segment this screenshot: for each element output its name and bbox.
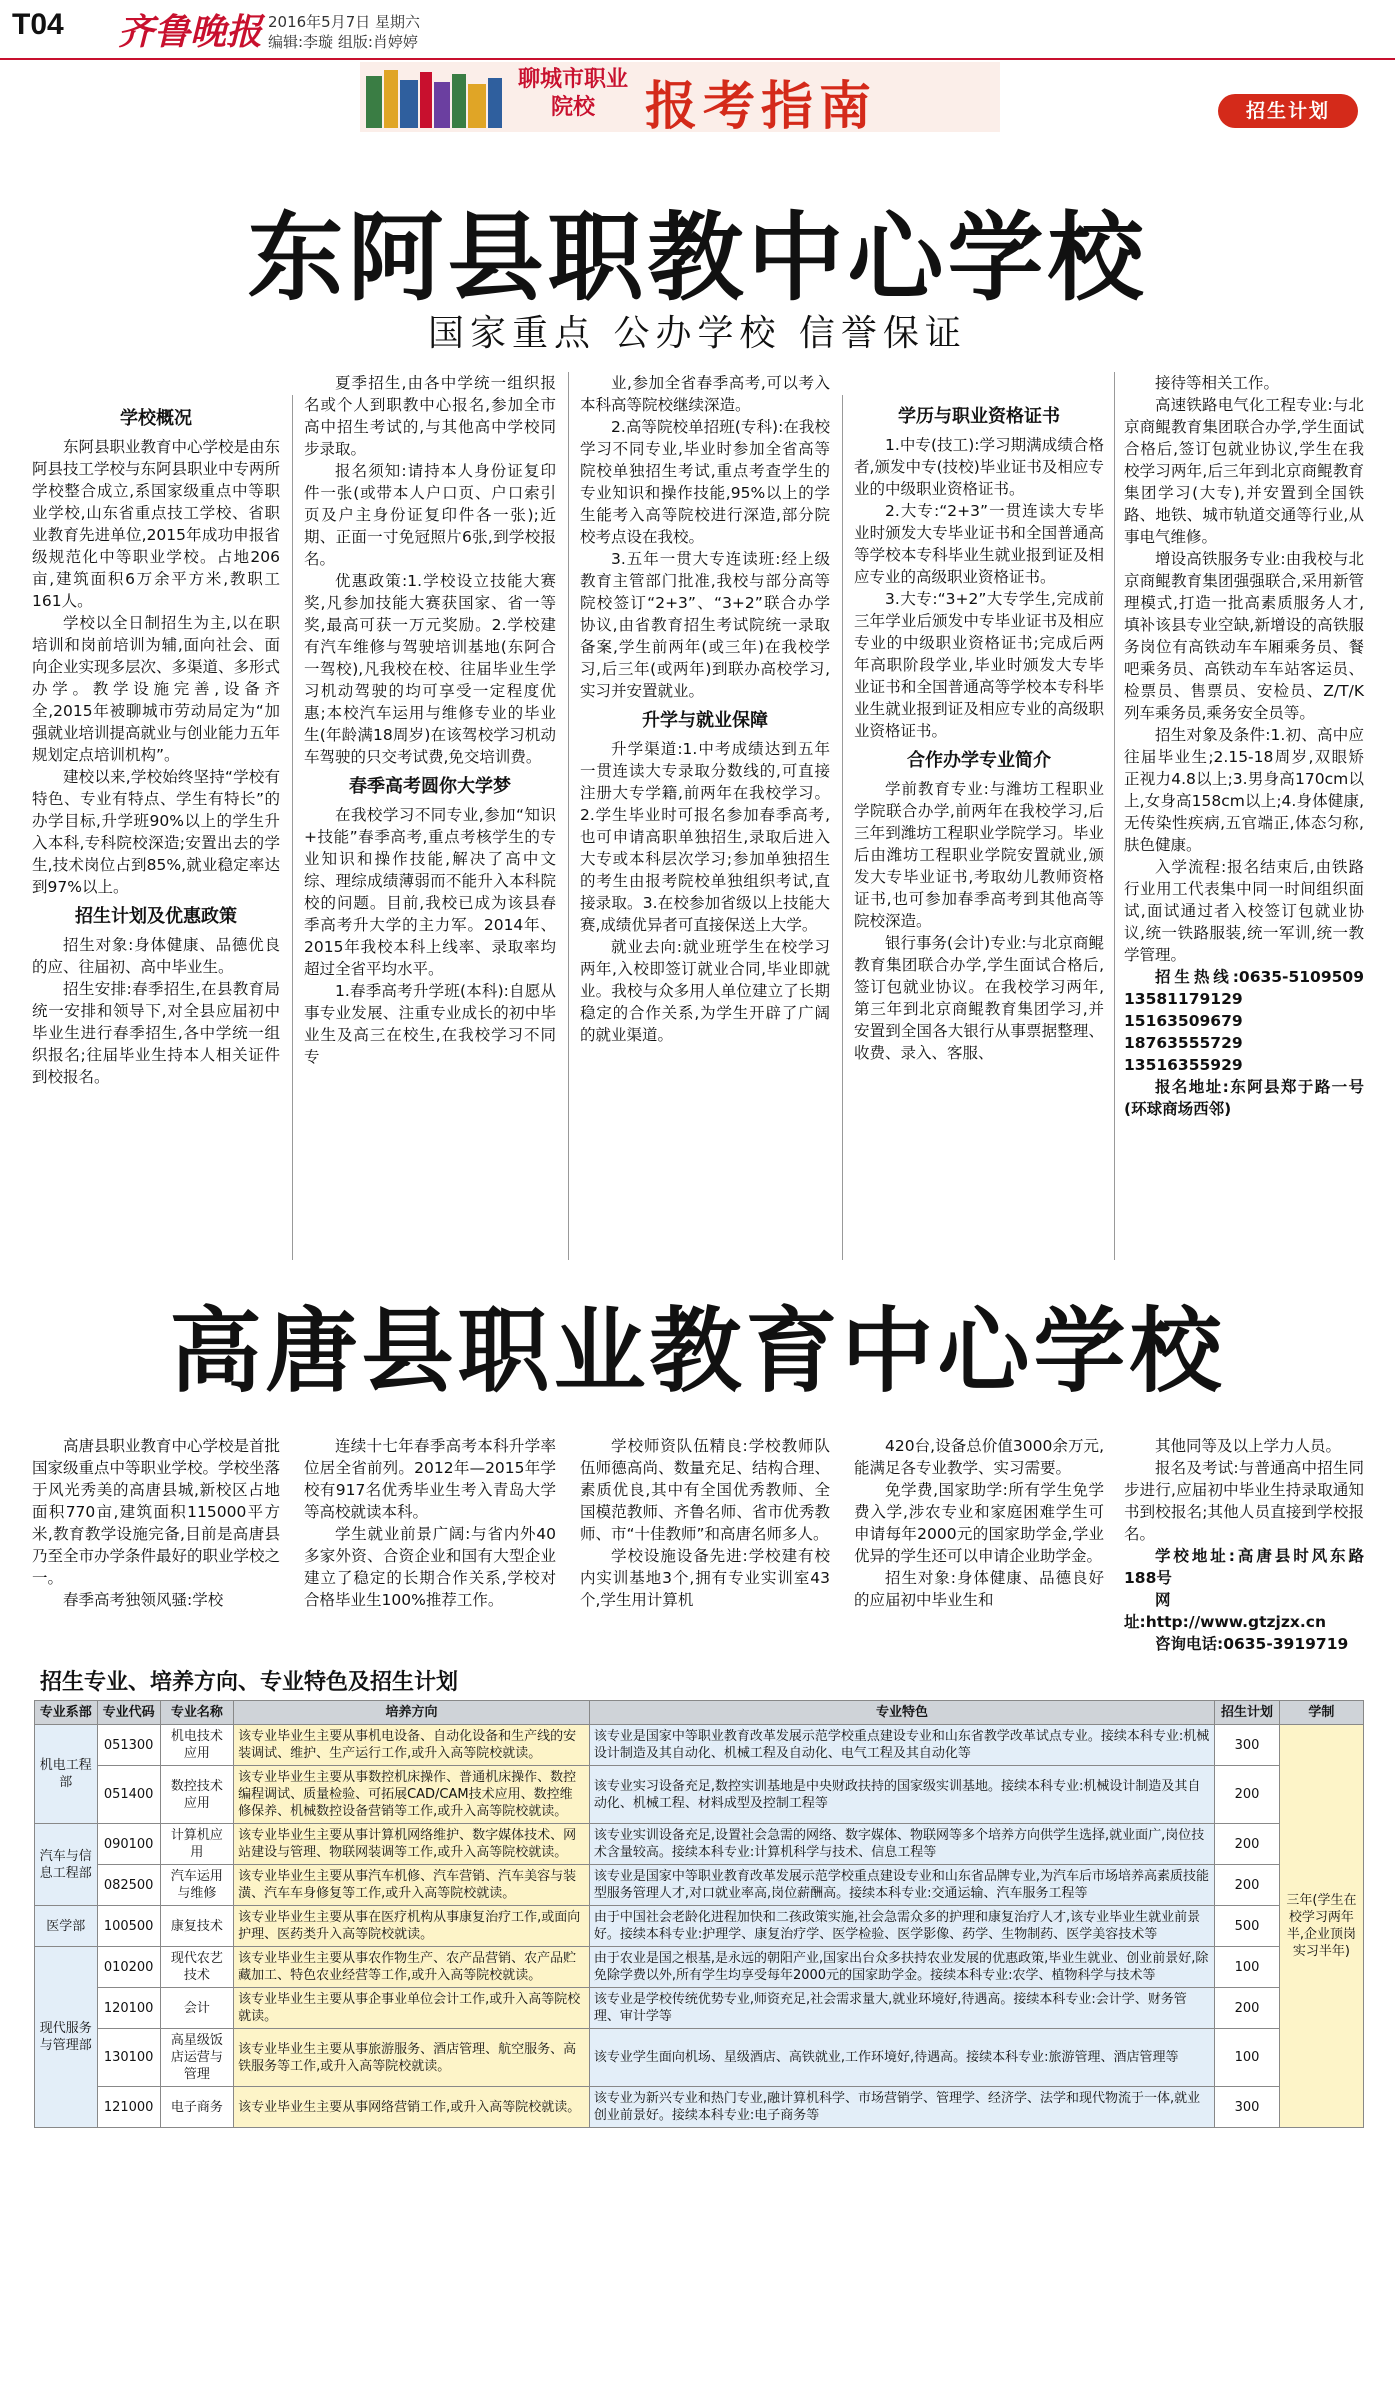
paragraph: 升学渠道:1.中考成绩达到五年一贯连读大专录取分数线的,可直接注册大专学籍,前两年在我校学习。2.学生毕业时可报名参加春季高考,也可申请高职单独招生,录取后进入大专或本科层次学习;参加单独招生的考生由报考院校单独组织考试,直接录取。3.在校参加省级以上技能大赛,成绩优异者可直接保送上大学。 — [580, 740, 830, 934]
feature-cell: 该专业是学校传统优势专业,师资充足,社会需求量大,就业环境好,待遇高。接续本科专业:会计学、财务管理、审计学等 — [589, 1988, 1214, 2029]
name-cell: 数控技术应用 — [160, 1766, 233, 1824]
plan-cell: 200 — [1215, 1824, 1280, 1865]
column-header: 学制 — [1279, 1701, 1363, 1725]
column-divider — [292, 395, 293, 1260]
column-divider — [568, 372, 569, 1260]
plan-cell: 100 — [1215, 1947, 1280, 1988]
column-divider — [1114, 372, 1115, 1260]
direction-cell: 该专业毕业生主要从事旅游服务、酒店管理、航空服务、高铁服务等工作,或升入高等院校就读。 — [234, 2029, 590, 2087]
paragraph: 3.大专:“3+2”大专学生,完成前三年学业后颁发中专毕业证书及相应专业的中级职业资格证书;完成后两年高职阶段学业,毕业时颁发大专毕业证书和全国普通高等学校本专科毕业生就业报到证及相应专业的高级职业资格证书。 — [854, 590, 1104, 740]
paragraph: 接待等相关工作。 — [1155, 374, 1280, 392]
name-cell: 会计 — [160, 1988, 233, 2029]
paragraph: 东阿县职业教育中心学校是由东阿县技工学校与东阿县职业中专两所学校整合成立,系国家级重点中等职业学校,山东省重点技工学校、省职业教育先进单位,2015年成功申报省级规范化中等职业学校。占地206亩,建筑面积6万余平方米,教职工161人。 — [32, 438, 281, 610]
plan-cell: 200 — [1215, 1865, 1280, 1906]
table-row — [35, 1947, 1364, 1988]
paragraph: 学前教育专业:与潍坊工程职业学院联合办学,前两年在我校学习,后三年到潍坊工程职业学院学习。毕业后由潍坊工程职业学院安置就业,颁发大专毕业证书,考取幼儿教师资格证书,也可参加春季高考到其他高等院校深造。 — [854, 780, 1104, 930]
school2-column-1 — [32, 1435, 280, 1611]
name-cell: 高星级饭店运营与管理 — [160, 2029, 233, 2087]
paragraph: 春季高考独领风骚:学校 — [63, 1591, 224, 1609]
feature-cell: 该专业是国家中等职业教育改革发展示范学校重点建设专业和山东省品牌专业,为汽车后市场培养高素质技能型服务管理人才,对口就业率高,岗位薪酬高。接续本科专业:交通运输、汽车服务工程等 — [589, 1865, 1214, 1906]
paragraph: 2.高等院校单招班(专科):在我校学习不同专业,毕业时参加全省高等院校单独招生考试,重点考查学生的专业知识和操作技能,95%以上的学生能考入高等院校进行深造,部分院校考点设在我校。 — [580, 418, 830, 546]
paragraph: 招生对象:身体健康、品德优良的应、往届初、高中毕业生。 — [32, 936, 280, 976]
paragraph: 1.中专(技工):学习期满成绩合格者,颁发中专(技校)毕业证书及相应专业的中级职业资格证书。 — [854, 436, 1104, 498]
column-header: 招生计划 — [1215, 1701, 1280, 1725]
section-tag: 招生计划 — [1218, 94, 1358, 128]
direction-cell: 该专业毕业生主要从事计算机网络维护、数字媒体技术、网站建设与管理、物联网装调等工作,或升入高等院校就读。 — [234, 1824, 590, 1865]
paragraph: 2.大专:“2+3”一贯连读大专毕业时颁发大专毕业证书和全国普通高等学校本专科毕业生就业报到证及相应专业的高级职业资格证书。 — [854, 502, 1104, 586]
dept-cell: 汽车与信息工程部 — [35, 1824, 98, 1906]
school2-column-2 — [304, 1435, 556, 1611]
feature-cell: 由于中国社会老龄化进程加快和二孩政策实施,社会急需众多的护理和康复治疗人才,该专业毕业生就业前景好。接续本科专业:护理学、康复治疗学、医学检验、医学影像、药学、生物制药、医学美容技术等 — [589, 1906, 1214, 1947]
newspaper-logo: 齐鲁晚报 — [118, 11, 263, 53]
paragraph: 学校师资队伍精良:学校教师队伍师德高尚、数量充足、结构合理、素质优良,其中有全国优秀教师、全国模范教师、齐鲁名师、省市优秀教师、市“十佳教师”和高唐名师多人。 — [580, 1437, 830, 1543]
plan-cell: 500 — [1215, 1906, 1280, 1947]
direction-cell: 该专业毕业生主要从事汽车机修、汽车营销、汽车美容与装潢、汽车车身修复等工作,或升入高等院校就读。 — [234, 1865, 590, 1906]
column-header: 专业系部 — [35, 1701, 98, 1725]
code-cell: 090100 — [97, 1824, 160, 1865]
school1-column-3 — [580, 372, 830, 1046]
column-header: 专业特色 — [589, 1701, 1214, 1725]
dept-cell: 医学部 — [35, 1906, 98, 1947]
paragraph: 学校以全日制招生为主,以在职培训和岗前培训为辅,面向社会、面向企业实现多层次、多渠道、多形式办学。教学设施完善,设备齐全,2015年被聊城市劳动局定为“加强就业培训提高就业与创业能力五年规划定点培训机构”。 — [32, 614, 281, 764]
plan-cell: 300 — [1215, 2087, 1280, 2128]
plan-cell: 300 — [1215, 1725, 1280, 1766]
feature-cell: 该专业是国家中等职业教育改革发展示范学校重点建设专业和山东省教学改革试点专业。接续本科专业:机械设计制造及其自动化、机械工程及自动化、电气工程及其自动化等 — [589, 1725, 1214, 1766]
school2-column-4 — [854, 1435, 1104, 1611]
school2-column-3 — [580, 1435, 830, 1611]
paragraph: 高唐县职业教育中心学校是首批国家级重点中等职业学校。学校坐落于风光秀美的高唐县城,新校区占地面积770亩,建筑面积115000平方米,教育教学设施完备,目前是高唐县乃至全市办学条件最好的职业学校之一。 — [32, 1437, 281, 1587]
table-row — [35, 1824, 1364, 1865]
direction-cell: 该专业毕业生主要从事机电设备、自动化设备和生产线的安装调试、维护、生产运行工作,或升入高等院校就读。 — [234, 1725, 590, 1766]
paragraph: 1.春季高考升学班(本科):自愿从事专业发展、注重专业成长的初中毕业生及高三在校生,在我校学习不同专 — [304, 982, 556, 1066]
plan-cell: 200 — [1215, 1766, 1280, 1824]
table-row — [35, 1865, 1364, 1906]
paragraph: 3.五年一贯大专连读班:经上级教育主管部门批准,我校与部分高等院校签订“2+3”、“3+2”联合办学协议,由省教育招生考试院统一录取备案,学生前两年(或三年)在我校学习,后三年(或两年)到联办高校学习,实习并安置就业。 — [580, 550, 830, 700]
page-number: T04 — [12, 8, 64, 41]
school1-slogan: 国家重点 公办学校 信誉保证 — [428, 313, 967, 354]
paragraph: 夏季招生,由各中学统一组织报名或个人到职教中心报名,参加全市高中招生考试的,与其他高中学校同步录取。 — [304, 374, 556, 458]
header-rule — [0, 58, 1395, 60]
address: 学校地址:高唐县时风东路188号 — [1124, 1547, 1364, 1587]
school1-title: 东阿县职教中心学校 — [247, 201, 1148, 314]
phone: 咨询电话:0635-3919719 — [1155, 1635, 1349, 1653]
column-header: 专业名称 — [160, 1701, 233, 1725]
paragraph: 增设高铁服务专业:由我校与北京商鲲教育集团强强联合,采用新管理模式,打造一批高素质服务人才,填补该县专业空缺,新增设的高铁服务岗位有高铁动车车厢乘务员、餐吧乘务员、高铁动车车站客运员、检票员、售票员、安检员、Z/T/K列车乘务员,乘务安全员等。 — [1124, 550, 1364, 722]
code-cell: 051300 — [97, 1725, 160, 1766]
paragraph: 报名须知:请持本人身份证复印件一张(或带本人户口页、户口索引页及户主身份证复印件各一张);近期、正面一寸免冠照片6张,到学校报名。 — [304, 462, 556, 568]
banner-subtitle: 聊城市职业院校 — [517, 67, 628, 120]
column-header: 专业代码 — [97, 1701, 160, 1725]
code-cell: 130100 — [97, 2029, 160, 2087]
table-heading: 招生专业、培养方向、专业特色及招生计划 — [40, 1670, 459, 1695]
feature-cell: 由于农业是国之根基,是永远的朝阳产业,国家出台众多扶持农业发展的优惠政策,毕业生就业、创业前景好,除免除学费以外,所有学生均享受每年2000元的国家助学金。接续本科专业:农学、植物科学与技术等 — [589, 1947, 1214, 1988]
paragraph: 连续十七年春季高考本科升学率位居全省前列。2012年—2015年学校有917名优秀毕业生考入青岛大学等高校就读本科。 — [304, 1437, 556, 1521]
paragraph: 学校设施设备先进:学校建有校内实训基地3个,拥有专业实训室43个,学生用计算机 — [580, 1547, 830, 1609]
banner-title: 报考指南 — [645, 76, 878, 137]
code-cell: 082500 — [97, 1865, 160, 1906]
name-cell: 计算机应用 — [160, 1824, 233, 1865]
subheading: 合作办学专业简介 — [907, 750, 1051, 771]
feature-cell: 该专业实习设备充足,数控实训基地是中央财政扶持的国家级实训基地。接续本科专业:机械设计制造及其自动化、机械工程、材料成型及控制工程等 — [589, 1766, 1214, 1824]
name-cell: 现代农艺技术 — [160, 1947, 233, 1988]
name-cell: 汽车运用与维修 — [160, 1865, 233, 1906]
paragraph: 免学费,国家助学:所有学生免学费入学,涉农专业和家庭困难学生可申请每年2000元的国家助学金,学业优异的学生还可以申请企业助学金。 — [854, 1481, 1104, 1565]
paragraph: 报名及考试:与普通高中招生同步进行,应届初中毕业生持录取通知书到校报名;其他人员直接到学校报名。 — [1124, 1459, 1364, 1543]
school1-column-1 — [32, 400, 280, 1088]
direction-cell: 该专业毕业生主要从事农作物生产、农产品营销、农产品贮藏加工、特色农业经营等工作,或升入高等院校就读。 — [234, 1947, 590, 1988]
paragraph: 学生就业前景广阔:与省内外40多家外资、合资企业和国有大型企业建立了稳定的长期合作关系,学校对合格毕业生100%推荐工作。 — [304, 1525, 556, 1609]
subheading: 春季高考圆你大学梦 — [349, 776, 511, 797]
paragraph: 高速铁路电气化工程专业:与北京商鲲教育集团联合办学,学生面试合格后,签订包就业协议,学生在我校学习两年,后三年到北京商鲲教育集团学习(大专),并安置到全国铁路、地铁、城市轨道交通等行业,从事电气维修。 — [1124, 396, 1364, 546]
table-row — [35, 1766, 1364, 1824]
enrollment-table — [34, 1700, 1364, 2128]
duration-cell: 三年(学生在校学习两年半,企业顶岗实习半年) — [1279, 1725, 1363, 2128]
paragraph: 其他同等及以上学力人员。 — [1155, 1437, 1342, 1455]
column-header: 培养方向 — [234, 1701, 590, 1725]
books-icon — [360, 62, 510, 132]
paragraph: 业,参加全省春季高考,可以考入本科高等院校继续深造。 — [580, 374, 830, 414]
paragraph: 银行事务(会计)专业:与北京商鲲教育集团联合办学,学生面试合格后,签订包就业协议。在我校学习两年,第三年到北京商鲲教育集团学习,并安置到全国各大银行从事票据整理、收费、录入、客服、 — [854, 934, 1104, 1062]
name-cell: 康复技术 — [160, 1906, 233, 1947]
direction-cell: 该专业毕业生主要从事网络营销工作,或升入高等院校就读。 — [234, 2087, 590, 2128]
feature-cell: 该专业实训设备充足,设置社会急需的网络、数字媒体、物联网等多个培养方向供学生选择,就业面广,岗位技术含量较高。接续本科专业:计算机科学与技术、信息工程等 — [589, 1824, 1214, 1865]
subheading: 招生计划及优惠政策 — [75, 906, 237, 927]
school1-column-5 — [1124, 372, 1364, 1120]
paragraph: 招生对象及条件:1.初、高中应往届毕业生;2.15-18周岁,双眼矫正视力4.8以上;3.男身高170cm以上,女身高158cm以上;4.身体健康,无传染性疾病,五官端正,体态匀称,肤色健康。 — [1124, 726, 1364, 854]
code-cell: 121000 — [97, 2087, 160, 2128]
direction-cell: 该专业毕业生主要从事企事业单位会计工作,或升入高等院校就读。 — [234, 1988, 590, 2029]
address: 报名地址:东阿县郑于路一号(环球商场西邻) — [1124, 1078, 1364, 1118]
editors: 编辑:李璇 组版:肖婷婷 — [268, 33, 418, 51]
dept-cell: 现代服务与管理部 — [35, 1947, 98, 2128]
code-cell: 100500 — [97, 1906, 160, 1947]
paragraph: 入学流程:报名结束后,由铁路行业用工代表集中同一时间组织面试,面试通过者入校签订包就业协议,统一铁路服装,统一军训,统一教学管理。 — [1124, 858, 1364, 964]
feature-cell: 该专业为新兴专业和热门专业,融计算机科学、市场营销学、管理学、经济学、法学和现代物流于一体,就业创业前景好。接续本科专业:电子商务等 — [589, 2087, 1214, 2128]
hotline: 招生热线:0635-5109509 13581179129 15163509679 18763555729 13516355929 — [1124, 968, 1364, 1074]
paragraph: 就业去向:就业班学生在校学习两年,入校即签订就业合同,毕业即就业。我校与众多用人单位建立了长期稳定的合作关系,为学生开辟了广阔的就业渠道。 — [580, 938, 830, 1044]
code-cell: 051400 — [97, 1766, 160, 1824]
paragraph: 招生对象:身体健康、品德良好的应届初中毕业生和 — [854, 1569, 1104, 1609]
subheading: 学历与职业资格证书 — [898, 406, 1060, 427]
subheading: 升学与就业保障 — [642, 710, 768, 731]
plan-cell: 200 — [1215, 1988, 1280, 2029]
table-row — [35, 2087, 1364, 2128]
paragraph: 在我校学习不同专业,参加“知识+技能”春季高考,重点考核学生的专业知识和操作技能,解决了高中文综、理综成绩薄弱而不能升入本科院校的问题。目前,我校已成为该县春季高考升大学的主力军。2014年、2015年我校本科上线率、录取率均超过全省平均水平。 — [304, 806, 556, 978]
website: 网址:http://www.gtzjzx.cn — [1124, 1591, 1326, 1631]
table-row — [35, 1988, 1364, 2029]
school2-column-5 — [1124, 1435, 1364, 1655]
direction-cell: 该专业毕业生主要从事数控机床操作、普通机床操作、数控编程调试、质量检验、可拓展CAD/CAM技术应用、数控维修保养、机械数控设备营销等工作,或升入高等院校就读。 — [234, 1766, 590, 1824]
direction-cell: 该专业毕业生主要从事在医疗机构从事康复治疗工作,或面向护理、医药类升入高等院校就读。 — [234, 1906, 590, 1947]
table-row — [35, 2029, 1364, 2087]
paragraph: 优惠政策:1.学校设立技能大赛奖,凡参加技能大赛获国家、省一等奖,最高可获一万元奖励。2.学校建有汽车维修与驾驶培训基地(东阿合一驾校),凡我校在校、往届毕业生学习机动驾驶的均可享受一定程度优惠;本校汽车运用与维修专业的毕业生(年龄满18周岁)在该驾校学习机动车驾驶的只交考试费,免交培训费。 — [304, 572, 556, 766]
name-cell: 机电技术应用 — [160, 1725, 233, 1766]
name-cell: 电子商务 — [160, 2087, 233, 2128]
plan-cell: 100 — [1215, 2029, 1280, 2087]
table-row — [35, 1906, 1364, 1947]
school1-column-2 — [304, 372, 556, 1068]
school2-title: 高唐县职业教育中心学校 — [169, 1297, 1226, 1405]
dept-cell: 机电工程部 — [35, 1725, 98, 1824]
table-header-row — [35, 1701, 1364, 1725]
paragraph: 建校以来,学校始终坚持“学校有特色、专业有特点、学生有特长”的办学目标,升学班90%以上的学生升入本科,专科院校深造;安置出去的学生,技术岗位占到85%,就业稳定率达到97%以上。 — [32, 768, 280, 896]
code-cell: 120100 — [97, 1988, 160, 2029]
paragraph: 420台,设备总价值3000余万元,能满足各专业教学、实习需要。 — [854, 1437, 1104, 1477]
table-row — [35, 1725, 1364, 1766]
school1-column-4 — [854, 398, 1104, 1064]
page-header — [0, 0, 1395, 135]
feature-cell: 该专业学生面向机场、星级酒店、高铁就业,工作环境好,待遇高。接续本科专业:旅游管理、酒店管理等 — [589, 2029, 1214, 2087]
code-cell: 010200 — [97, 1947, 160, 1988]
paragraph: 招生安排:春季招生,在县教育局统一安排和领导下,对全县应届初中毕业生进行春季招生,各中学统一组织报名;往届毕业生持本人相关证件到校报名。 — [32, 980, 280, 1086]
issue-date: 2016年5月7日 星期六 — [268, 13, 421, 31]
column-divider — [842, 395, 843, 1260]
issue-meta — [268, 12, 420, 52]
subheading: 学校概况 — [120, 408, 192, 429]
